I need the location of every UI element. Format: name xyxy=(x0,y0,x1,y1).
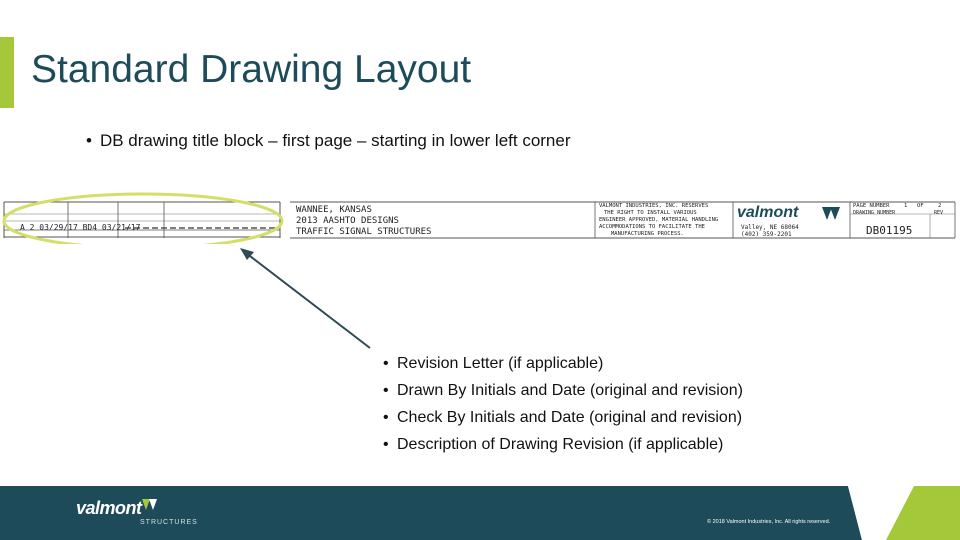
bullet-dot: • xyxy=(86,131,92,150)
sub-bullet-list xyxy=(383,350,743,458)
notice-line: ACCOMMODATIONS TO FACILITATE THE xyxy=(599,224,705,230)
page-number-label: PAGE NUMBER xyxy=(853,203,890,209)
location-text: WANNEE, KANSAS xyxy=(296,205,372,215)
list-item: • Revision Letter (if applicable) xyxy=(383,355,604,372)
notice-line: VALMONT INDUSTRIES, INC. RESERVES xyxy=(599,203,709,209)
footer-logo-sub: STRUCTURES xyxy=(140,519,198,526)
copyright-text: © 2018 Valmont Industries, Inc. All rights reserved. xyxy=(707,519,831,525)
notice-line: THE RIGHT TO INSTALL VARIOUS xyxy=(604,210,697,216)
list-item: • Drawn By Initials and Date (original and revision) xyxy=(383,382,743,399)
notice-line: ENGINEER APPROVED, MATERIAL HANDLING xyxy=(599,217,719,223)
footer-band xyxy=(0,486,960,540)
page-of-label: OF xyxy=(917,203,924,209)
revision-row: A 2 03/29/17 BD4 03/21/17 xyxy=(20,223,141,232)
address-line: Valley, NE 68064 xyxy=(741,224,799,231)
page-total-value: 2 xyxy=(938,203,942,209)
list-item: • Description of Drawing Revision (if applicable) xyxy=(383,436,724,453)
main-bullet-text: DB drawing title block – first page – starting in lower left corner xyxy=(99,131,571,150)
drawing-number: DB01195 xyxy=(866,224,913,237)
project-text: TRAFFIC SIGNAL STRUCTURES xyxy=(296,227,432,237)
footer-logo: valmont xyxy=(76,498,142,518)
drawing-number-label: DRAWING NUMBER xyxy=(853,210,896,216)
design-spec-text: 2013 AASHTO DESIGNS xyxy=(296,216,399,226)
rev-label: REV xyxy=(934,210,944,216)
slide-title: Standard Drawing Layout xyxy=(31,48,472,91)
notice-line: MANUFACTURING PROCESS. xyxy=(611,231,684,237)
titleblock-logo: valmont xyxy=(737,204,799,221)
page-number-value: 1 xyxy=(904,203,908,209)
address-line: (402) 359-2201 xyxy=(741,231,792,238)
list-item: • Check By Initials and Date (original and revision) xyxy=(383,409,743,426)
